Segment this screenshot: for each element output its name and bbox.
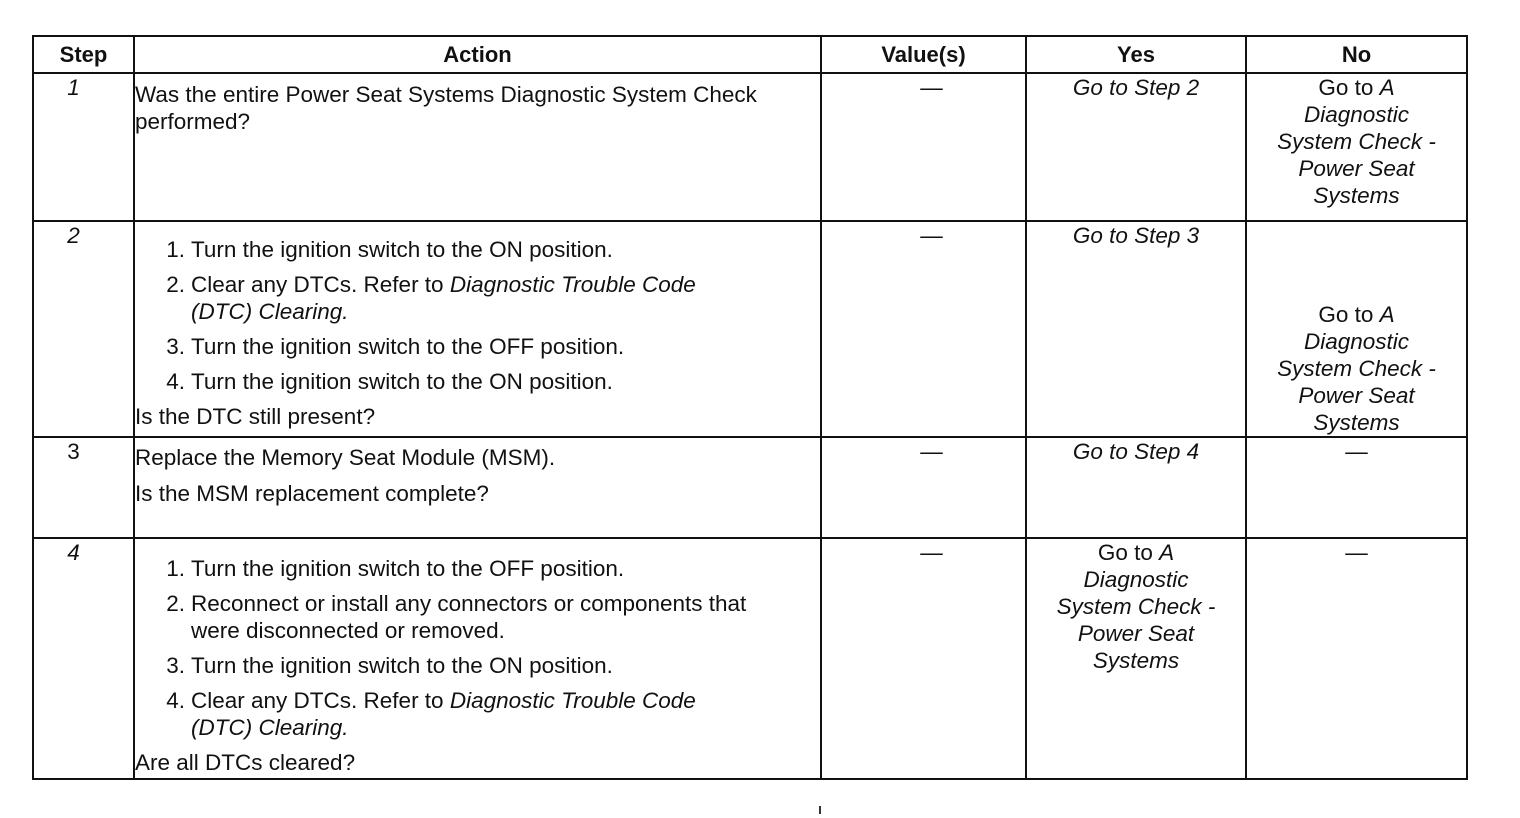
substep-item <box>166 652 820 679</box>
no-goto-ref: A Diagnostic System Check - Power Seat Systems <box>1277 302 1436 435</box>
substep-item <box>166 271 711 325</box>
substep-item <box>166 236 820 263</box>
step-number: 3 <box>67 439 80 464</box>
action-cell <box>134 538 821 779</box>
substep-item <box>166 333 820 360</box>
question-text: Is the MSM replacement complete? <box>135 481 489 506</box>
no-goto-link[interactable] <box>1267 301 1447 436</box>
action-cell <box>134 437 821 538</box>
substep-item <box>166 590 781 644</box>
header-yes: Yes <box>1026 36 1246 73</box>
no-dash: — <box>1345 439 1368 464</box>
header-values: Value(s) <box>821 36 1026 73</box>
value-dash: — <box>920 75 943 100</box>
step-number-cell <box>33 437 134 538</box>
value-cell <box>821 437 1026 538</box>
substep-text: Turn the ignition switch to the OFF position. <box>191 334 625 359</box>
action-cell <box>134 221 821 437</box>
value-dash: — <box>920 439 943 464</box>
step-number-cell <box>33 221 134 437</box>
yes-goto-prefix: Go to <box>1097 540 1160 565</box>
no-goto-prefix: Go to <box>1318 75 1380 100</box>
no-goto-ref: A Diagnostic System Check - Power Seat Systems <box>1277 75 1436 208</box>
substep-text: Turn the ignition switch to the ON position. <box>191 653 613 678</box>
substep-item <box>166 555 820 582</box>
step-number: 2 <box>67 223 80 248</box>
header-no: No <box>1246 36 1467 73</box>
yes-goto-link[interactable]: Go to Step 4 <box>1072 439 1200 464</box>
step-number: 1 <box>67 75 80 100</box>
substep-number: 2. <box>166 591 185 616</box>
substep-item <box>166 687 711 741</box>
yes-cell <box>1026 437 1246 538</box>
substep-number: 2. <box>166 272 185 297</box>
no-cell <box>1246 437 1467 538</box>
substep-text: Turn the ignition switch to the ON position. <box>191 369 613 394</box>
value-dash: — <box>920 223 943 248</box>
yes-cell <box>1026 538 1246 779</box>
no-goto-prefix: Go to <box>1318 302 1380 327</box>
yes-goto-link[interactable] <box>1046 539 1226 674</box>
substep-reference[interactable]: Diagnostic Trouble Code (DTC) Clearing. <box>191 272 696 324</box>
step-number-cell <box>33 73 134 221</box>
no-goto-link[interactable] <box>1267 74 1447 209</box>
substep-list <box>135 555 820 741</box>
value-cell <box>821 221 1026 437</box>
substep-text: Turn the ignition switch to the ON position. <box>191 237 613 262</box>
value-dash: — <box>920 540 943 565</box>
no-dash: — <box>1345 540 1368 565</box>
yes-cell <box>1026 73 1246 221</box>
substep-list <box>135 236 820 395</box>
table-row <box>33 73 1467 221</box>
header-row <box>33 36 1467 73</box>
header-step: Step <box>33 36 134 73</box>
question-text: Are all DTCs cleared? <box>135 750 356 775</box>
table-row <box>33 437 1467 538</box>
scan-mark <box>819 806 821 814</box>
action-cell <box>134 73 821 221</box>
substep-number: 1. <box>166 556 185 581</box>
yes-goto-link[interactable]: Go to Step 3 <box>1072 223 1200 248</box>
table-row <box>33 538 1467 779</box>
step-number: 4 <box>67 540 80 565</box>
substep-text: Clear any DTCs. Refer to <box>191 688 450 713</box>
substep-number: 3. <box>166 334 185 359</box>
value-cell <box>821 73 1026 221</box>
substep-reference[interactable]: Diagnostic Trouble Code (DTC) Clearing. <box>191 688 696 740</box>
no-cell <box>1246 221 1467 437</box>
question-text: Is the DTC still present? <box>135 404 376 429</box>
table-row <box>33 221 1467 437</box>
yes-cell <box>1026 221 1246 437</box>
substep-number: 4. <box>166 369 185 394</box>
header-action: Action <box>134 36 821 73</box>
action-text: Replace the Memory Seat Module (MSM). <box>135 445 556 470</box>
action-text: Was the entire Power Seat Systems Diagnostic System Check performed? <box>135 82 757 134</box>
yes-goto-link[interactable]: Go to Step 2 <box>1072 75 1200 100</box>
substep-text: Clear any DTCs. Refer to <box>191 272 450 297</box>
step-number-cell <box>33 538 134 779</box>
substep-number: 1. <box>166 237 185 262</box>
no-cell <box>1246 73 1467 221</box>
substep-number: 3. <box>166 653 185 678</box>
diagnostic-table <box>32 35 1468 780</box>
substep-text: Reconnect or install any connectors or components that were disconnected or removed. <box>191 591 747 643</box>
substep-item <box>166 368 820 395</box>
yes-goto-ref: A Diagnostic System Check - Power Seat Systems <box>1056 540 1216 673</box>
substep-text: Turn the ignition switch to the OFF position. <box>191 556 625 581</box>
value-cell <box>821 538 1026 779</box>
substep-number: 4. <box>166 688 185 713</box>
no-cell <box>1246 538 1467 779</box>
